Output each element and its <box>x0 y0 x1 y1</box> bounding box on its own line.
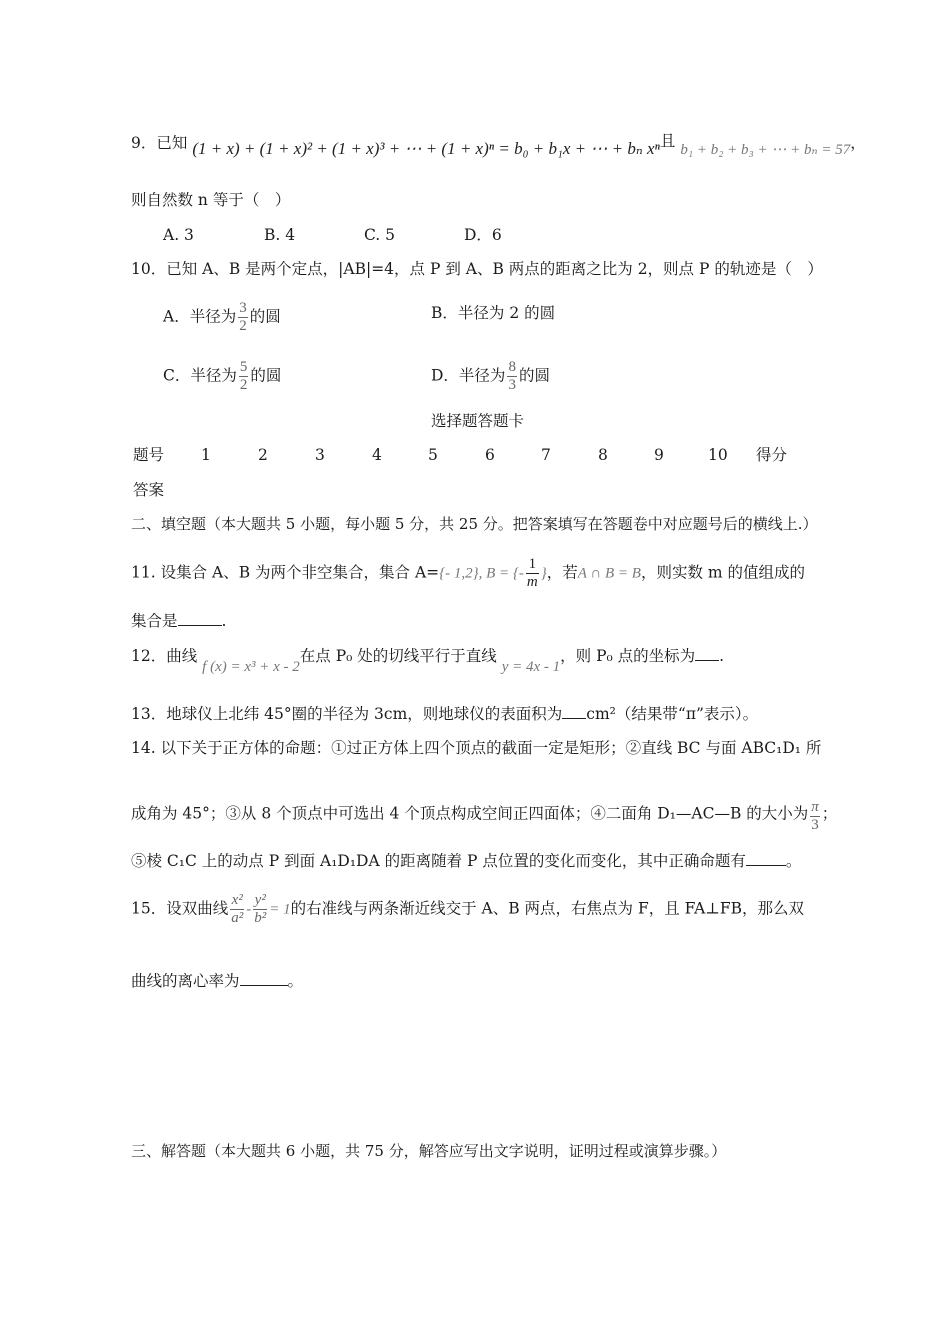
answer-card-header: 7 <box>541 446 551 464</box>
q12-answer-blank[interactable] <box>695 646 719 661</box>
q15-minus: - <box>246 901 252 918</box>
q10-stem: 10．已知 A、B 是两个定点，|AB|=4，点 P 到 A、B 两点的距离之比为 2，则点 P 的轨迹是（ ） <box>131 260 823 278</box>
q14-line1: 14. 以下关于正方体的命题：①过正方体上四个顶点的截面一定是矩形；②直线 BC 与面 ABC₁D₁ 所 <box>131 739 822 757</box>
q14-period: 。 <box>785 852 802 870</box>
answer-card-header: 4 <box>372 446 382 464</box>
q12-prefix: 12．曲线 <box>131 647 198 665</box>
q10-c-suffix: 的圆 <box>250 366 282 385</box>
q13-line <box>131 703 758 725</box>
q11-answer-label: 集合是 <box>131 612 178 630</box>
q11-set-a: {- 1,2} <box>439 565 479 582</box>
q9-line1 <box>131 132 866 158</box>
answer-card-header: 2 <box>258 446 268 464</box>
q11-condition: A ∩ B = B <box>577 565 641 582</box>
q10-c-label: C．半径为 <box>163 366 237 385</box>
answer-card-header: 6 <box>485 446 495 464</box>
answer-card-header: 10 <box>708 446 728 464</box>
q11-prefix: 11. 设集合 A、B 为两个非空集合，集合 A= <box>131 563 440 582</box>
q11-if: ，若 <box>546 563 578 582</box>
q10-c-fraction: $\frac{5}{2}$ <box>239 359 248 393</box>
q10-option-d <box>431 359 550 394</box>
q11-set-b-open: , B = {- <box>478 565 524 582</box>
q10-d-label: D．半径为 <box>431 366 506 385</box>
answer-card-header: 1 <box>201 446 211 464</box>
answer-card-title: 选择题答题卡 <box>431 412 525 430</box>
q15-suffix: 的右准线与两条渐近线交于 A、B 两点，右焦点为 F，且 FA⊥FB，那么双 <box>290 899 804 918</box>
q9-option-b: B. 4 <box>264 226 296 244</box>
q15-prefix: 15．设双曲线 <box>131 899 229 918</box>
q15-equals: = 1 <box>269 901 291 918</box>
q12-function: f (x) = x³ + x - 2 <box>202 659 300 675</box>
q9-condition: b₁ + b₂ + b₃ + ⋯ + bₙ = 57 <box>680 142 851 158</box>
q10-d-suffix: 的圆 <box>518 366 550 385</box>
q13-suffix: cm²（结果带“π”表示）。 <box>586 705 759 723</box>
q14-line2-text: 成角为 45°；③从 8 个顶点中可选出 4 个顶点构成空间正四面体；④二面角 D₁—AC—B 的大小为 <box>131 804 809 823</box>
q14-fraction: $\frac{\pi}{3}$ <box>811 799 819 833</box>
answer-card-header: 9 <box>654 446 664 464</box>
section-3-heading: 三、解答题（本大题共 6 小题，共 75 分，解答应写出文字说明，证明过程或演算步骤。） <box>131 1142 727 1160</box>
q12-period: . <box>719 647 725 665</box>
answer-card-row-label: 答案 <box>133 481 165 499</box>
q15-line2 <box>131 970 303 992</box>
q13-prefix: 13．地球仪上北纬 45°圈的半径为 3cm，则地球仪的表面积为 <box>131 705 563 723</box>
answer-card-header: 题号 <box>133 446 165 464</box>
answer-card-header: 得分 <box>756 446 788 464</box>
q9-comma: ， <box>850 134 866 152</box>
q9-and: 且 <box>659 132 676 150</box>
q12-suffix: ，则 P₀ 点的坐标为 <box>560 647 696 665</box>
q9-option-a: A. 3 <box>163 226 194 244</box>
q9-lead: 已知 <box>156 134 188 152</box>
q15-line1 <box>131 892 804 927</box>
q12-middle: 在点 P₀ 处的切线平行于直线 <box>299 647 497 665</box>
q9-number: 9． <box>131 134 157 152</box>
q10-a-suffix: 的圆 <box>249 307 281 326</box>
q14-answer-blank[interactable] <box>746 851 786 866</box>
q9-option-d: D．6 <box>464 226 502 244</box>
q15-fraction-y: $\frac{\text{y²}}{\text{b²}}$ <box>254 892 267 926</box>
q9-option-c: C. 5 <box>364 226 396 244</box>
q10-option-b: B．半径为 2 的圆 <box>431 304 556 322</box>
q9-line2: 则自然数 n 等于（ ） <box>131 191 291 209</box>
q15-period: 。 <box>287 972 304 990</box>
q11-line2 <box>131 610 226 632</box>
answer-card-header: 3 <box>315 446 325 464</box>
q11-line1 <box>131 556 805 591</box>
q11-set-b-close: } <box>540 565 547 582</box>
q14-line3 <box>131 850 801 872</box>
answer-card-header: 8 <box>598 446 608 464</box>
q10-option-c <box>163 359 281 394</box>
q13-answer-blank[interactable] <box>562 704 586 719</box>
q10-a-fraction: $\frac{3}{2}$ <box>239 300 247 334</box>
q10-option-a <box>163 300 281 335</box>
q10-a-label: A．半径为 <box>163 307 237 326</box>
q11-suffix: ，则实数 m 的值组成的 <box>640 563 805 582</box>
answer-card-header-row <box>133 444 813 466</box>
q12-line <box>131 645 725 675</box>
section-2-heading: 二、填空题（本大题共 5 小题，每小题 5 分，共 25 分。把答案填写在答题卷中对应题号后的横线上.） <box>131 515 818 533</box>
q11-answer-blank[interactable] <box>178 611 222 626</box>
q11-fraction: $\frac{1}{m}$ <box>526 556 538 590</box>
q14-line3-text: ⑤棱 C₁C 上的动点 P 到面 A₁D₁DA 的距离随着 P 点位置的变化而变化，其中正确命题有 <box>131 852 746 870</box>
q15-fraction-x: $\frac{\text{x²}}{\text{a²}}$ <box>231 892 244 926</box>
q10-d-fraction: $\frac{8}{3}$ <box>508 359 516 393</box>
q11-period: . <box>221 612 227 630</box>
q15-answer-blank[interactable] <box>240 971 288 986</box>
q12-line-equation: y = 4x - 1 <box>501 659 561 675</box>
answer-card-header: 5 <box>428 446 438 464</box>
q15-answer-label: 曲线的离心率为 <box>131 972 240 990</box>
q9-expression: (1 + x) + (1 + x)² + (1 + x)³ + ⋯ + (1 + x)ⁿ = b₀ + b₁x + ⋯ + bₙ xⁿ <box>192 139 660 158</box>
q14-line2 <box>131 797 837 832</box>
q14-semicolon: ； <box>821 804 838 823</box>
